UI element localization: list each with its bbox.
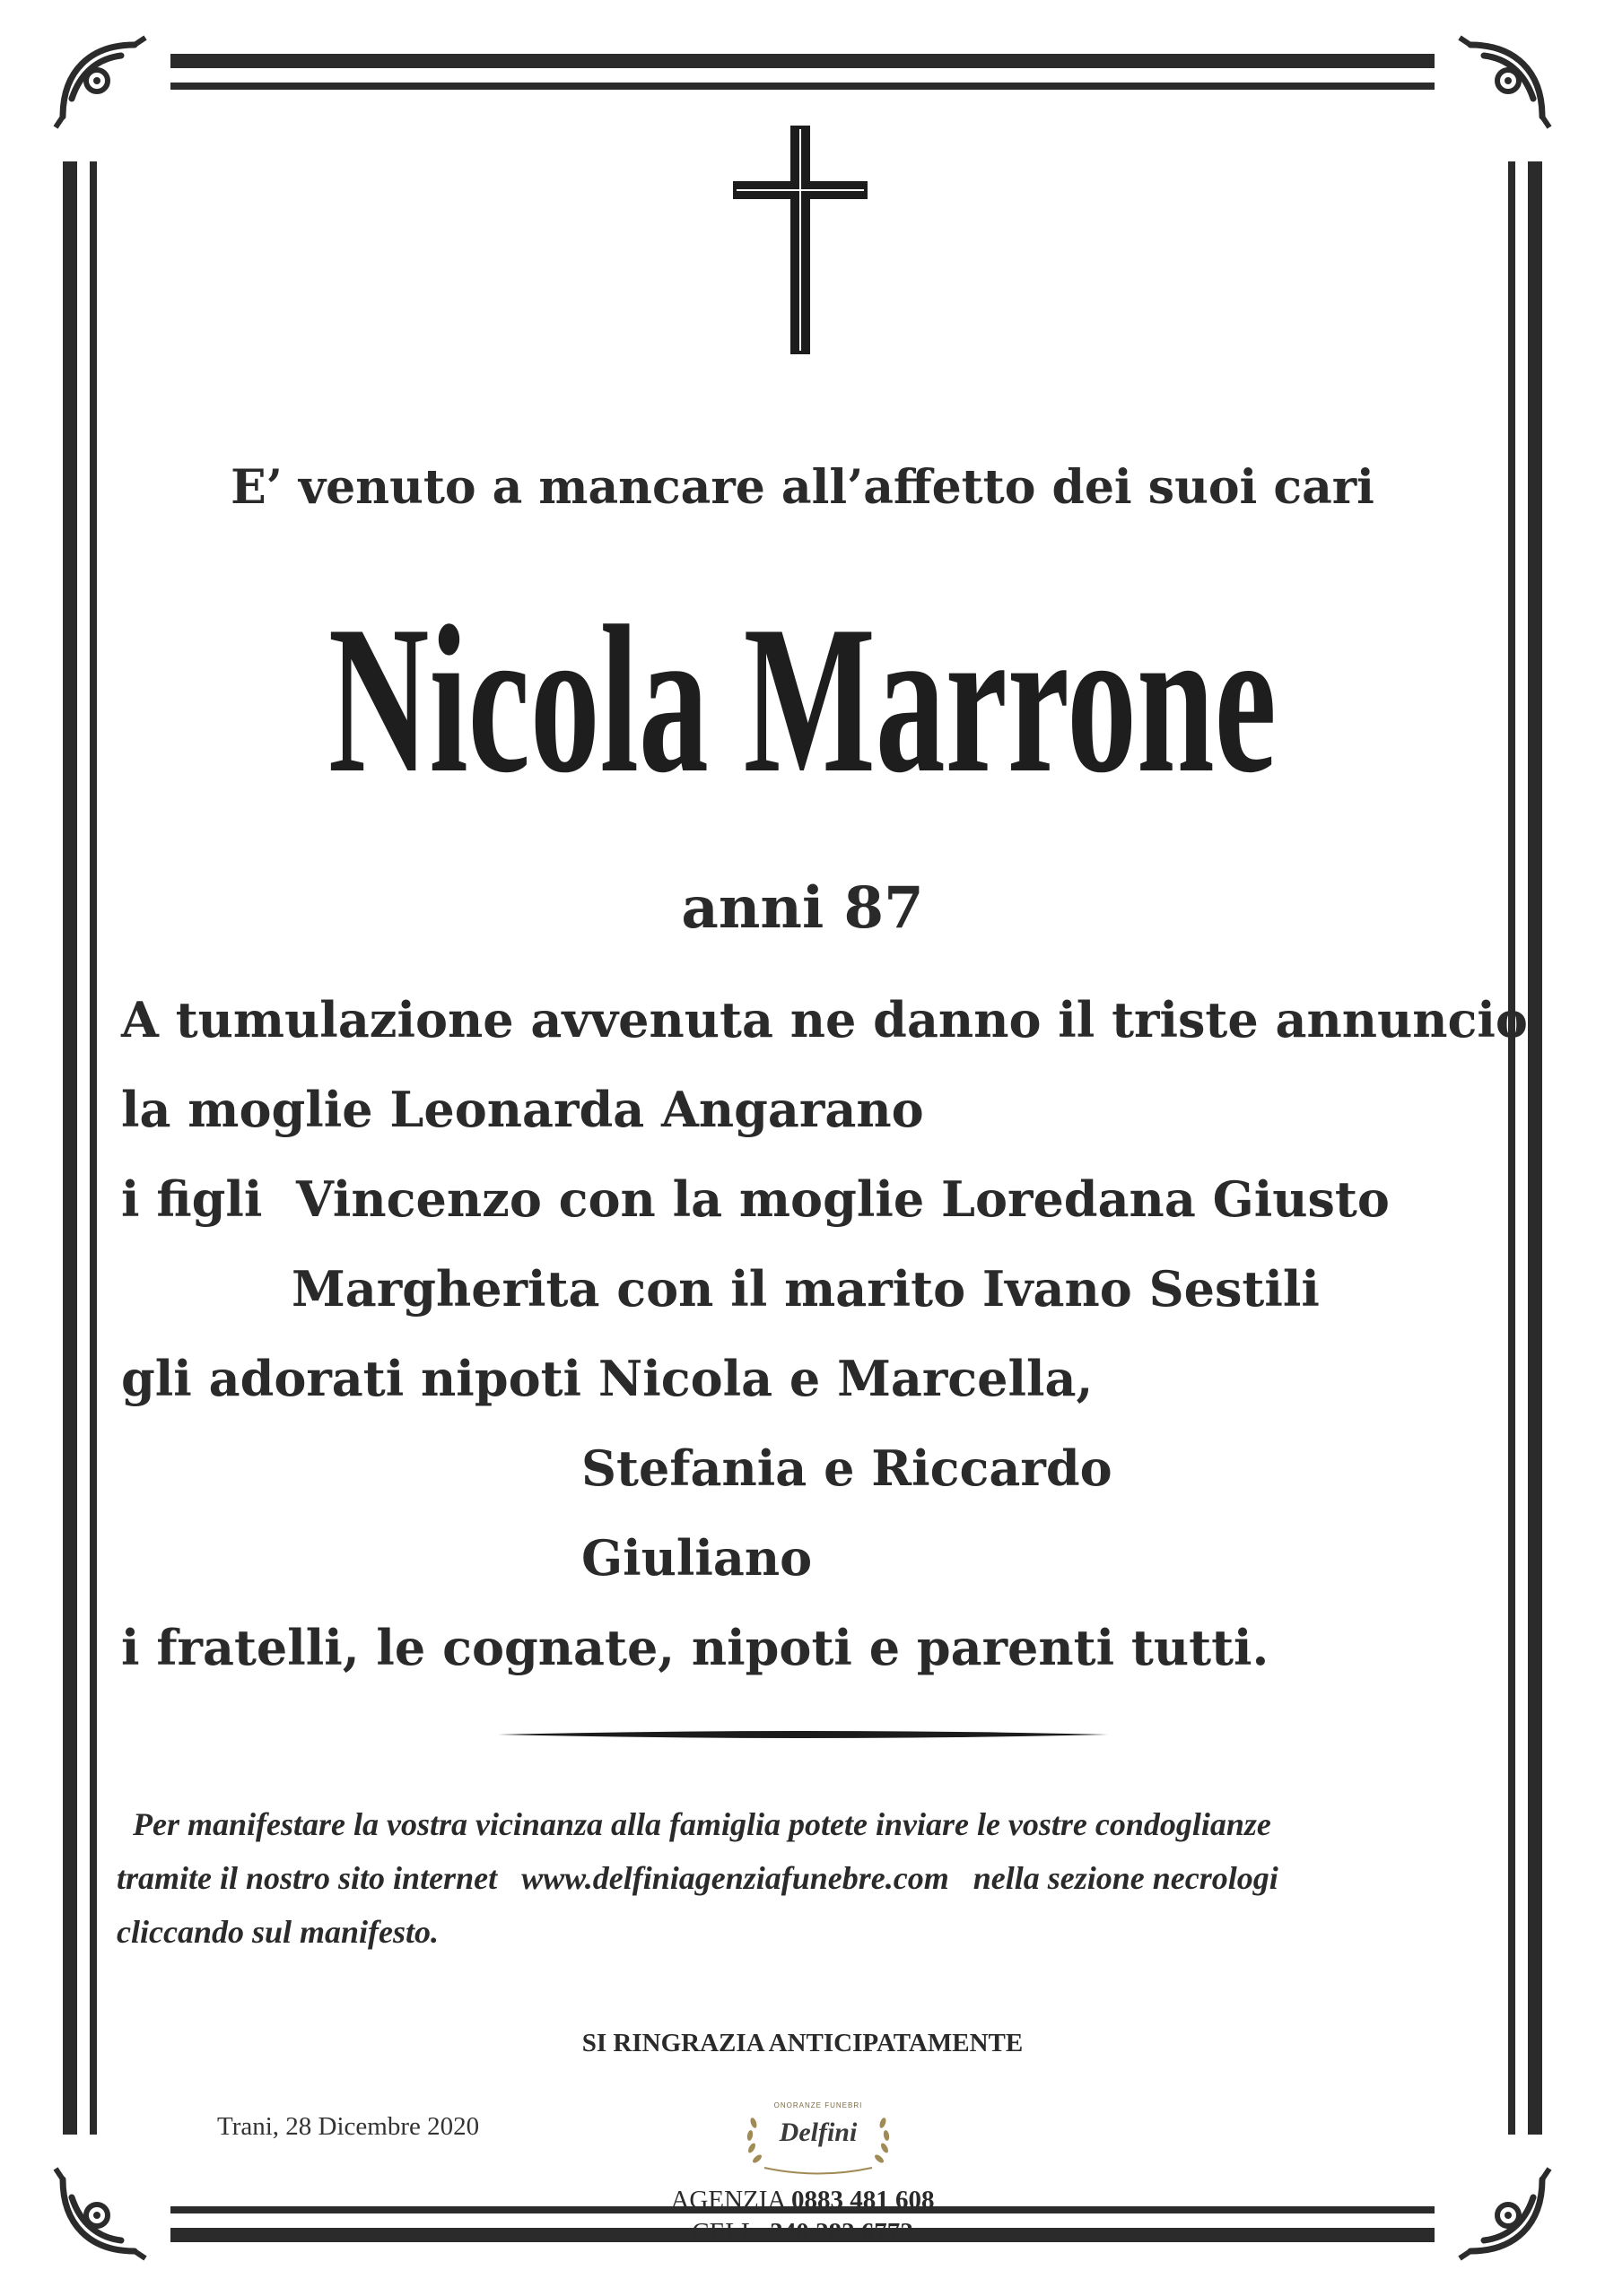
- announcement-line: gli adorati nipoti Nicola e Marcella,: [121, 1350, 1094, 1407]
- corner-ornament-icon: [45, 2161, 153, 2269]
- notice-line: Per manifestare la vostra vicinanza alla famiglia potete inviare le vostre condoglianze: [133, 1806, 1271, 1842]
- corner-ornament-icon: [1452, 27, 1560, 135]
- announcement-line: i figli Vincenzo con la moglie Loredana Giusto: [121, 1170, 1390, 1228]
- date-place: Trani, 28 Dicembre 2020: [217, 2112, 480, 2141]
- logo-name: Delfini: [779, 2118, 858, 2147]
- logo-subtitle: ONORANZE FUNEBRI: [773, 2101, 863, 2109]
- corner-ornament-icon: [45, 27, 153, 135]
- announcement-line: A tumulazione avvenuta ne danno il triste annuncio: [121, 991, 1528, 1048]
- intro-text: E’ venuto a mancare all’affetto dei suoi cari: [231, 460, 1374, 515]
- divider-line: [498, 1729, 1108, 1740]
- notice-line: tramite il nostro sito internet www.delfiniagenziafunebre.com nella sezione necrologi: [117, 1860, 1278, 1896]
- notice-line: cliccando sul manifesto.: [117, 1914, 439, 1950]
- cross-icon: [733, 126, 868, 354]
- cell-phone: 340 282 6772: [770, 2218, 913, 2247]
- agency-logo: [737, 2094, 899, 2179]
- thanks-text: SI RINGRAZIA ANTICIPATAMENTE: [581, 2029, 1024, 2057]
- announcement-line: Giuliano: [581, 1529, 813, 1587]
- deceased-age: anni 87: [681, 874, 924, 942]
- announcement-line: la moglie Leonarda Angarano: [121, 1081, 924, 1138]
- announcement-line: Stefania e Riccardo: [581, 1439, 1112, 1497]
- deceased-name: Nicola Marrone: [327, 583, 1277, 817]
- agency-label: AGENZIA: [670, 2186, 785, 2214]
- agency-phone-line: [0, 2186, 1605, 2215]
- corner-ornament-icon: [1452, 2161, 1560, 2269]
- announcement-line: i fratelli, le cognate, nipoti e parenti tutti.: [121, 1619, 1269, 1676]
- cell-phone-line: [0, 2218, 1605, 2248]
- announcement-line: Margherita con il marito Ivano Sestili: [292, 1260, 1320, 1318]
- cell-label: CELL.: [692, 2218, 763, 2247]
- agency-phone: 0883 481 608: [791, 2186, 935, 2214]
